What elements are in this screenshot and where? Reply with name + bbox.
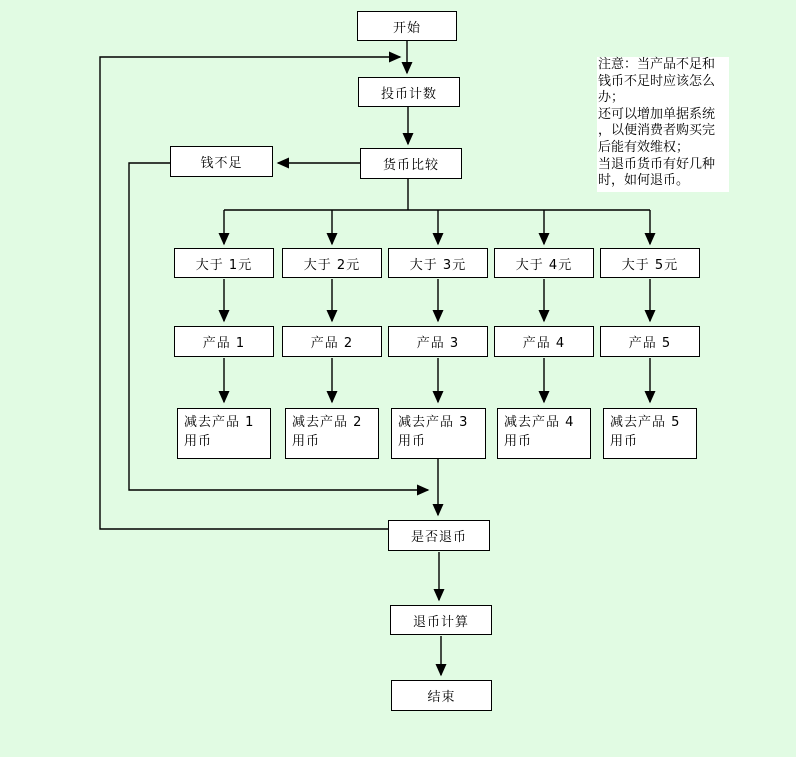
node-subtract-3 xyxy=(391,408,486,459)
node-subtract-2 xyxy=(285,408,379,459)
subtract-line1: 减去产品 1 xyxy=(184,415,255,430)
note-line: 还可以增加单据系统 xyxy=(598,106,716,122)
note-line: 钱币不足时应该怎么 xyxy=(598,73,716,89)
node-subtract-5 xyxy=(603,408,697,459)
node-subtract-1 xyxy=(177,408,271,459)
note-line: 当退币货币有好几种 xyxy=(598,156,716,172)
subtract-line2: 用币 xyxy=(610,434,639,449)
node-start: 开始 xyxy=(357,11,457,41)
subtract-line2: 用币 xyxy=(292,434,321,449)
node-threshold-3: 大于 3元 xyxy=(388,248,488,278)
subtract-line1: 减去产品 2 xyxy=(292,415,363,430)
note-line: ，以便消费者购买完 xyxy=(598,123,716,139)
node-threshold-5: 大于 5元 xyxy=(600,248,700,278)
subtract-line1: 减去产品 5 xyxy=(610,415,681,430)
note-line: 后能有效维权； xyxy=(598,139,690,155)
note-line: 办； xyxy=(598,90,625,106)
node-currency-compare: 货币比较 xyxy=(360,148,462,179)
subtract-line2: 用币 xyxy=(398,434,427,449)
node-product-2: 产品 2 xyxy=(282,326,382,357)
subtract-line1: 减去产品 3 xyxy=(398,415,469,430)
subtract-line2: 用币 xyxy=(184,434,213,449)
subtract-line1: 减去产品 4 xyxy=(504,415,575,430)
note-line: 注意：当产品不足和 xyxy=(598,57,716,72)
node-product-5: 产品 5 xyxy=(600,326,700,357)
node-threshold-2: 大于 2元 xyxy=(282,248,382,278)
node-money-insufficient: 钱不足 xyxy=(170,146,273,177)
node-product-4: 产品 4 xyxy=(494,326,594,357)
note-box xyxy=(597,57,729,192)
node-threshold-1: 大于 1元 xyxy=(174,248,274,278)
node-coin-count: 投币计数 xyxy=(358,77,460,107)
node-refund-check: 是否退币 xyxy=(388,520,490,551)
node-end: 结束 xyxy=(391,680,492,711)
node-threshold-4: 大于 4元 xyxy=(494,248,594,278)
node-refund-calc: 退币计算 xyxy=(390,605,492,635)
node-product-3: 产品 3 xyxy=(388,326,488,357)
node-product-1: 产品 1 xyxy=(174,326,274,357)
note-line: 时，如何退币。 xyxy=(598,173,690,189)
node-subtract-4 xyxy=(497,408,591,459)
subtract-line2: 用币 xyxy=(504,434,533,449)
